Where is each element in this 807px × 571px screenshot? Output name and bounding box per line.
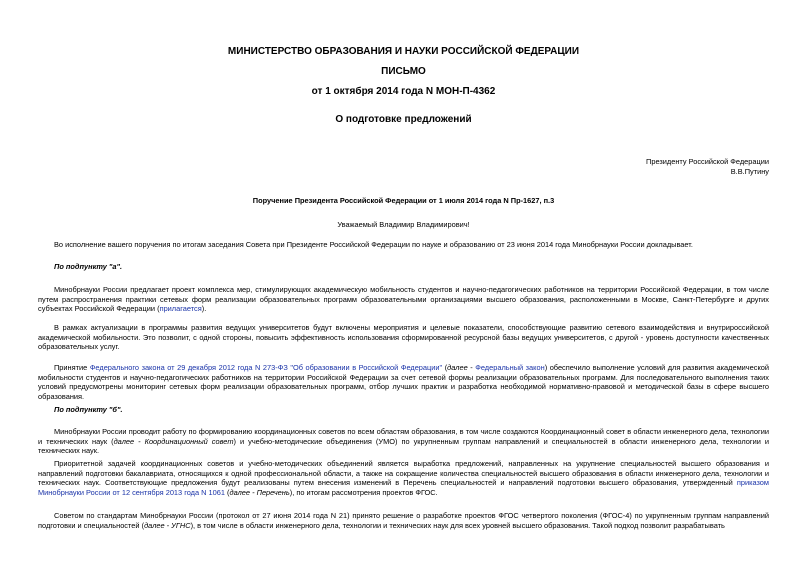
order-link[interactable]: приказом Минобрнауки России от 12 сентября 2013 года N 1061 bbox=[38, 478, 769, 497]
paragraph-a3-t1: Принятие bbox=[54, 363, 90, 372]
paragraph-b1-italic: далее - Координационный совет bbox=[113, 436, 234, 446]
paragraph-a3-t4: ) обеспечило выполнение условий для развития академической мобильности студентов и научно-педагогических работников на территории Российской Федерации за счет сетевой формы реализации образовательных программ. Для последовательного выполнения таких условий предусмотрены мониторинг сетевых форм реализации образовательных программ, отбор лучших практик и разработка необходимой нормативно-правовой и методической базы в сфере высшего образования. bbox=[38, 363, 770, 401]
paragraph-b3-t1: Советом по стандартам Минобрнауки России (протокол от 27 июня 2014 года N 21) принято решение о разработке проектов ФГОС четвертого поколения (ФГОС-4) по укрупненным группам направлений подготовки и специальностей ( bbox=[38, 511, 769, 530]
attachment-link[interactable]: прилагается bbox=[159, 304, 202, 314]
paragraph-b3-italic: далее - УГНС bbox=[144, 520, 191, 530]
paragraph-b3-t2: ), в том числе в области инженерного дела, технологии и технических наук для всех уровней высшего образования. Такой подход позволит разрабатывать bbox=[190, 520, 725, 530]
subject-heading: О подготовке предложений bbox=[335, 114, 472, 125]
paragraph-b1-t1: Минобрнауки России проводит работу по формированию координационных советов по всем областям образования, в том числе создаются Координационный совет в области инженерного дела, технологии и технических наук ( bbox=[38, 427, 769, 446]
paragraph-a3-t2: ( bbox=[442, 363, 448, 372]
paragraph-a1 bbox=[38, 285, 769, 314]
paragraph-b2-t2: ( bbox=[225, 487, 230, 497]
federal-law-link[interactable]: Федерального закона от 29 декабря 2012 года N 273-ФЗ "Об образовании в Российской Федерации" bbox=[89, 363, 443, 372]
federal-law-short-link[interactable]: Федеральный закон bbox=[475, 363, 545, 372]
intro-paragraph: Во исполнение вашего поручения по итогам заседания Совета при Президенте Российской Федерации по науке и образованию от 23 июня 2014 года Минобрнауки России докладывает. bbox=[54, 240, 693, 249]
addressee-line-1: Президенту Российской Федерации bbox=[646, 157, 769, 166]
paragraph-b2-t1: Приоритетной задачей координационных советов и учебно-методических объединений является выработка предложений, направленных на укрупнение специальностей высшего образования и направлений подготовки бакалавриата, относящихся к одной профессиональной области, а также на сокращение количества специальностей высшего образования в области инженерного дела, технологии и технических наук. Соответствующие предложения будут реализованы путем внесения изменений в Перечень специальностей и направлений подготовки высшего образования, утвержденный bbox=[38, 459, 769, 488]
ministry-heading: МИНИСТЕРСТВО ОБРАЗОВАНИЯ И НАУКИ РОССИЙСКОЙ ФЕДЕРАЦИИ bbox=[227, 46, 580, 57]
paragraph-b2-italic: далее - Перечень bbox=[229, 487, 290, 497]
addressee-line-2: В.В.Путину bbox=[730, 167, 769, 176]
addressee-block bbox=[646, 157, 769, 177]
paragraph-b2 bbox=[38, 459, 769, 497]
section-b-heading: По подпункту "б". bbox=[54, 405, 123, 414]
salutation: Уважаемый Владимир Владимирович! bbox=[337, 220, 470, 229]
section-a-heading: По подпункту "а". bbox=[54, 262, 123, 271]
paragraph-a3-t3: - bbox=[467, 363, 476, 372]
paragraph-a2: В рамках актуализации в программы развития ведущих университетов будут включены мероприятия и целевые показатели, способствующие развитию сетевого взаимодействия и внутрироссийской академической мобильности. Это позволит, с одной стороны, повысить эффективность использования сформированной ресурсной базы ведущих университетов, с другой - уровень доступности качественных образовательных услуг. bbox=[38, 323, 769, 352]
paragraph-a3-italic: далее bbox=[447, 363, 468, 372]
paragraph-b1 bbox=[38, 427, 769, 456]
paragraph-b3 bbox=[38, 511, 769, 530]
paragraph-b2-t3: ), по итогам рассмотрения проектов ФГОС. bbox=[289, 487, 438, 497]
paragraph-a3 bbox=[38, 363, 769, 401]
doc-type-heading: ПИСЬМО bbox=[381, 66, 426, 77]
paragraph-a1-text: Минобрнауки России предлагает проект комплекса мер, стимулирующих академическую мобильность студентов и научно-педагогических работников на территории Российской Федерации, в том числе путем распространения практики сетевых форм реализации образовательных программ образовательными организациями высшего образования, расположенными в Москве, Санкт-Петербурге и других субъектах Российской Федерации ( bbox=[38, 285, 769, 314]
date-number-heading: от 1 октября 2014 года N МОН-П-4362 bbox=[311, 86, 496, 97]
paragraph-b1-t2: ) и учебно-методические объединения (УМО) по укрупненным группам направлений и специальностей в области инженерного дела, технологии и технических наук. bbox=[38, 436, 769, 456]
paragraph-a1-tail: ). bbox=[201, 304, 207, 314]
basis-line: Поручение Президента Российской Федерации от 1 июля 2014 года N Пр-1627, п.3 bbox=[252, 196, 555, 205]
